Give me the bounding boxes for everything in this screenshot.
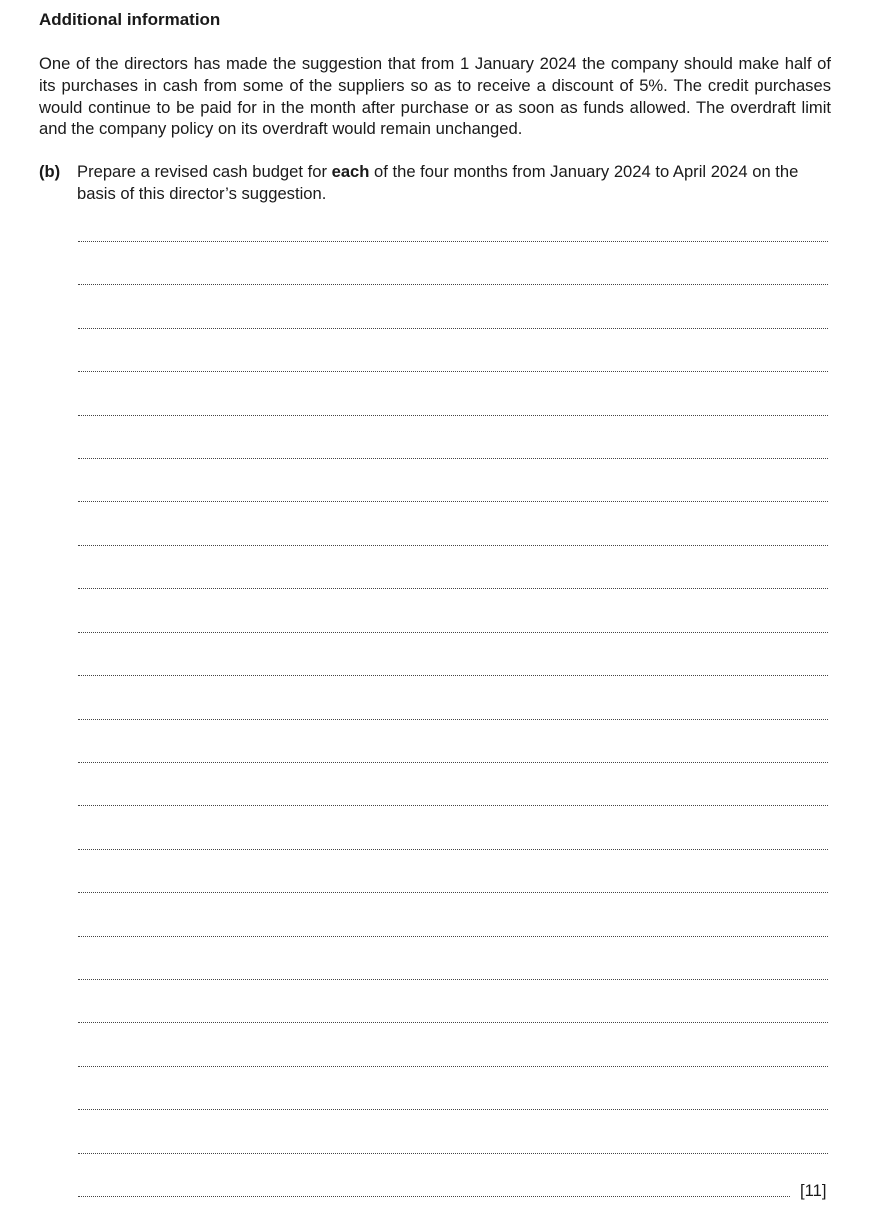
- question-emphasis: each: [331, 162, 370, 181]
- answer-line[interactable]: [78, 979, 828, 980]
- answer-line[interactable]: [78, 892, 828, 893]
- answer-line[interactable]: [78, 1022, 828, 1023]
- answer-line[interactable]: [78, 501, 828, 502]
- answer-line[interactable]: [78, 1196, 790, 1197]
- answer-line[interactable]: [78, 545, 828, 546]
- answer-line[interactable]: [78, 588, 828, 589]
- answer-line[interactable]: [78, 675, 828, 676]
- info-paragraph: One of the directors has made the suggestion that from 1 January 2024 the company should make half of its purchases in cash from some of the suppliers so as to receive a discount of 5%. The credit purchases would continue to be paid for in the month after purchase or as soon as funds allowed. The overdraft limit and the company policy on its overdraft would remain unchanged.: [39, 54, 831, 139]
- answer-line[interactable]: [78, 1066, 828, 1067]
- marks-allocation: [11]: [800, 1181, 827, 1200]
- answer-line[interactable]: [78, 805, 828, 806]
- answer-line[interactable]: [78, 936, 828, 937]
- question-text-start: Prepare a revised cash budget for: [77, 162, 332, 181]
- answer-line[interactable]: [78, 241, 828, 242]
- answer-line[interactable]: [78, 719, 828, 720]
- question-text-end: of the four months from January 2024 to April 2024 on the basis of this director’s suggestion.: [77, 162, 799, 203]
- answer-line[interactable]: [78, 1109, 828, 1110]
- answer-line[interactable]: [78, 458, 828, 459]
- question-label: (b): [39, 162, 61, 181]
- section-heading: Additional information: [39, 10, 221, 29]
- answer-line[interactable]: [78, 632, 828, 633]
- answer-line[interactable]: [78, 284, 828, 285]
- answer-line[interactable]: [78, 415, 828, 416]
- answer-line[interactable]: [78, 849, 828, 850]
- question-text: [77, 161, 831, 205]
- answer-line[interactable]: [78, 371, 828, 372]
- answer-line[interactable]: [78, 1153, 828, 1154]
- answer-line[interactable]: [78, 328, 828, 329]
- answer-line[interactable]: [78, 762, 828, 763]
